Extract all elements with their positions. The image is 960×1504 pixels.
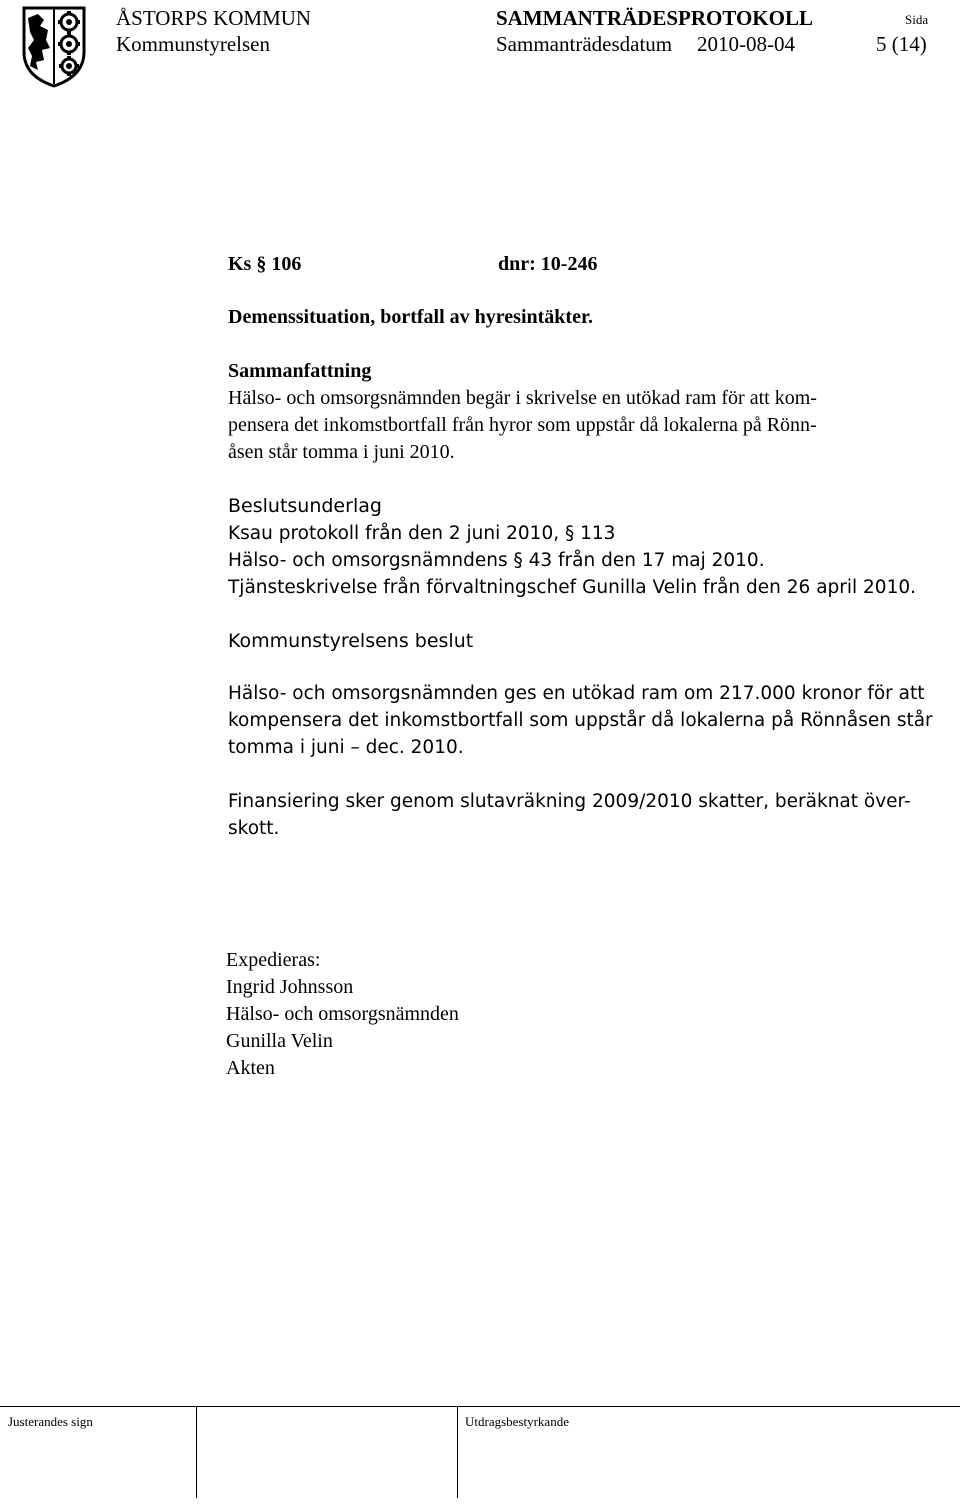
- basis-line: Hälso- och omsorgsnämndens § 43 från den 17 maj 2010.: [228, 550, 765, 571]
- footer-divider: [0, 1406, 960, 1407]
- summary-heading: Sammanfattning: [228, 360, 372, 382]
- case-title: Demenssituation, bortfall av hyresintäkter.: [228, 306, 593, 328]
- diary-number: dnr: 10-246: [498, 253, 598, 275]
- dispatch-heading: Expedieras:: [226, 949, 321, 971]
- dispatch-recipient: Akten: [226, 1057, 275, 1079]
- basis-line: Ksau protokoll från den 2 juni 2010, § 113: [228, 523, 616, 544]
- decision-heading: Kommunstyrelsens beslut: [228, 630, 474, 652]
- dispatch-recipient: Hälso- och omsorgsnämnden: [226, 1003, 459, 1025]
- document-type: SAMMANTRÄDESPROTOKOLL: [496, 6, 813, 30]
- case-number: Ks § 106: [228, 253, 302, 275]
- summary-line: åsen står tomma i juni 2010.: [228, 441, 455, 463]
- basis-heading: Beslutsunderlag: [228, 495, 382, 517]
- board-name: Kommunstyrelsen: [116, 32, 270, 56]
- decision-line: tomma i juni – dec. 2010.: [228, 737, 464, 758]
- footer-sign-divider: [196, 1406, 197, 1498]
- summary-line: pensera det inkomstbortfall från hyror som uppstår då lokalerna på Rönn-: [228, 414, 817, 436]
- footer-sign-divider: [457, 1406, 458, 1498]
- dispatch-recipient: Ingrid Johnsson: [226, 976, 354, 998]
- meeting-date: 2010-08-04: [697, 32, 795, 56]
- dispatch-recipient: Gunilla Velin: [226, 1030, 333, 1052]
- summary-line: Hälso- och omsorgsnämnden begär i skrivelse en utökad ram för att kom-: [228, 387, 817, 409]
- page-label: Sida: [905, 12, 929, 27]
- meeting-date-label: Sammanträdesdatum: [496, 32, 673, 56]
- justerandes-sign-label: Justerandes sign: [8, 1414, 93, 1429]
- utdragsbestyrkande-label: Utdragsbestyrkande: [465, 1414, 569, 1429]
- financing-line: Finansiering sker genom slutavräkning 2009/2010 skatter, beräknat över-: [228, 791, 911, 812]
- page-number: 5 (14): [876, 32, 927, 56]
- municipal-crest-logo: [18, 4, 90, 88]
- basis-line: Tjänsteskrivelse från förvaltningschef Gunilla Velin från den 26 april 2010.: [228, 577, 916, 598]
- decision-line: kompensera det inkomstbortfall som uppstår då lokalerna på Rönnåsen står: [228, 710, 933, 731]
- financing-line: skott.: [228, 818, 280, 839]
- decision-line: Hälso- och omsorgsnämnden ges en utökad ram om 217.000 kronor för att: [228, 683, 925, 704]
- municipality-name: ÅSTORPS KOMMUN: [116, 6, 312, 30]
